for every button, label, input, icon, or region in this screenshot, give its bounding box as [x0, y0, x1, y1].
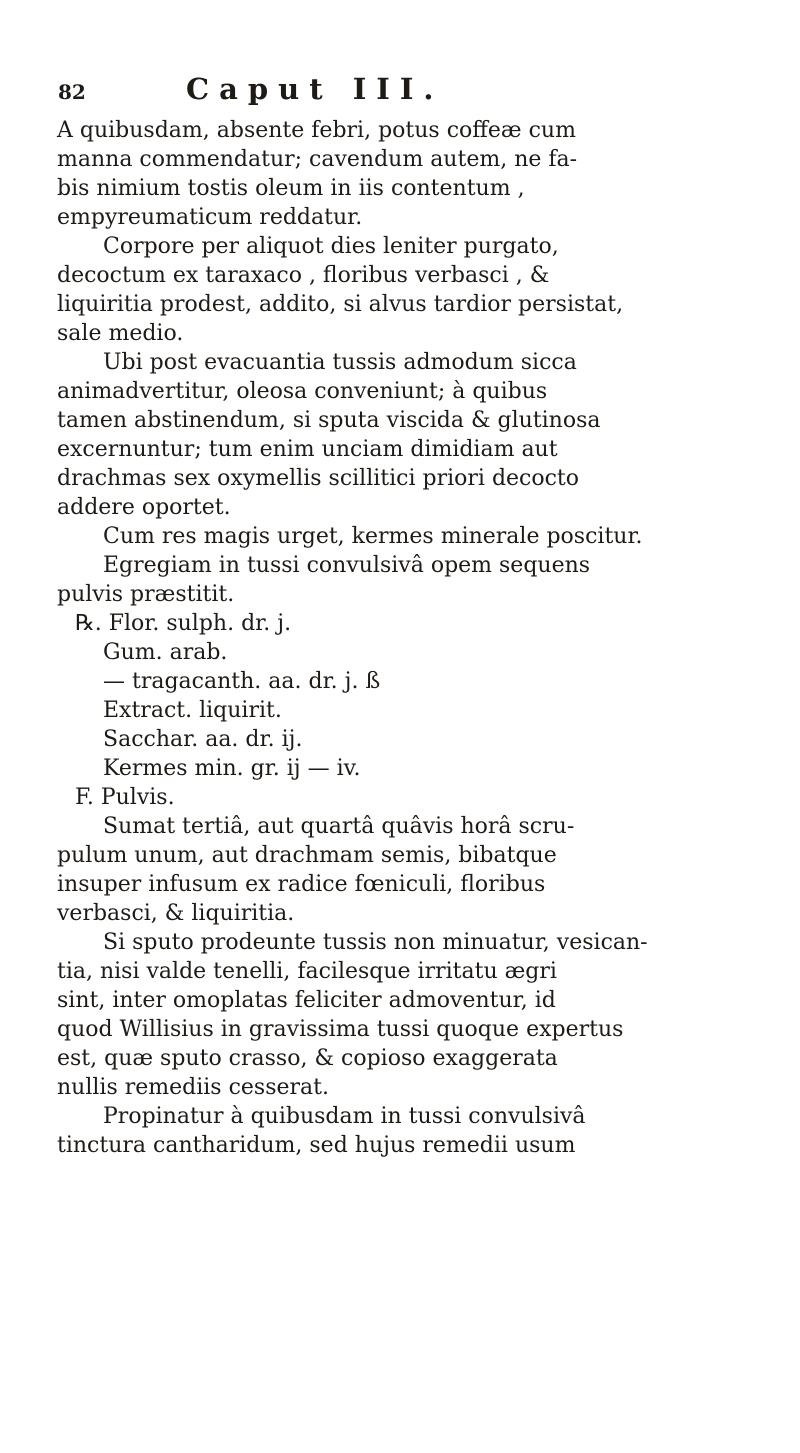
- text-line: liquiritia prodest, addito, si alvus tardior persistat,: [57, 292, 624, 317]
- text-line: Sacchar. aa. dr. ij.: [103, 727, 303, 752]
- text-line: tia, nisi valde tenelli, facilesque irritatu ægri: [57, 959, 557, 984]
- text-line: pulum unum, aut drachmam semis, bibatque: [57, 843, 557, 868]
- page-header: [58, 72, 718, 108]
- text-line: sint, inter omoplatas feliciter admoventur, id: [57, 988, 556, 1013]
- text-line: tamen abstinendum, si sputa viscida & glutinosa: [57, 408, 601, 433]
- text-line: A quibusdam, absente febri, potus coffeæ cum: [57, 118, 576, 143]
- text-line: excernuntur; tum enim unciam dimidiam aut: [57, 437, 558, 462]
- text-line: verbasci, & liquiritia.: [57, 901, 295, 926]
- text-line: tinctura cantharidum, sed hujus remedii usum: [57, 1133, 576, 1158]
- text-line: F. Pulvis.: [75, 785, 175, 810]
- text-line: Extract. liquirit.: [103, 698, 282, 723]
- text-line: insuper infusum ex radice fœniculi, floribus: [57, 872, 546, 897]
- text-line: decoctum ex taraxaco , floribus verbasci , &: [57, 263, 550, 288]
- text-line: animadvertitur, oleosa conveniunt; à quibus: [57, 379, 548, 404]
- text-line: empyreumaticum reddatur.: [57, 205, 363, 230]
- body-text: [57, 116, 737, 1160]
- text-line: Sumat tertiâ, aut quartâ quâvis horâ scru-: [103, 814, 575, 839]
- text-line: sale medio.: [57, 321, 184, 346]
- text-line: est, quæ sputo crasso, & copioso exaggerata: [57, 1046, 558, 1071]
- text-line: addere oportet.: [57, 495, 231, 520]
- text-line: bis nimium tostis oleum in iis contentum ,: [57, 176, 525, 201]
- text-line: ℞. Flor. sulph. dr. j.: [75, 611, 292, 636]
- text-line: Si sputo prodeunte tussis non minuatur, vesican-: [103, 930, 648, 955]
- running-title: Caput III.: [186, 72, 444, 106]
- text-line: Corpore per aliquot dies leniter purgato,: [103, 234, 559, 259]
- text-line: Cum res magis urget, kermes minerale poscitur.: [103, 524, 643, 549]
- text-line: Kermes min. gr. ij — iv.: [103, 756, 361, 781]
- text-line: — tragacanth. aa. dr. j. ß: [103, 669, 381, 694]
- text-line: pulvis præstitit.: [57, 582, 235, 607]
- text-line: Egregiam in tussi convulsivâ opem sequens: [103, 553, 591, 578]
- text-line: quod Willisius in gravissima tussi quoque expertus: [57, 1017, 624, 1042]
- text-line: Gum. arab.: [103, 640, 228, 665]
- text-line: nullis remediis cesserat.: [57, 1075, 329, 1100]
- text-line: drachmas sex oxymellis scillitici priori decocto: [57, 466, 580, 491]
- text-line: Ubi post evacuantia tussis admodum sicca: [103, 350, 577, 375]
- text-line: Propinatur à quibusdam in tussi convulsivâ: [103, 1104, 586, 1129]
- page-number: 82: [58, 80, 86, 104]
- text-line: manna commendatur; cavendum autem, ne fa-: [57, 147, 578, 172]
